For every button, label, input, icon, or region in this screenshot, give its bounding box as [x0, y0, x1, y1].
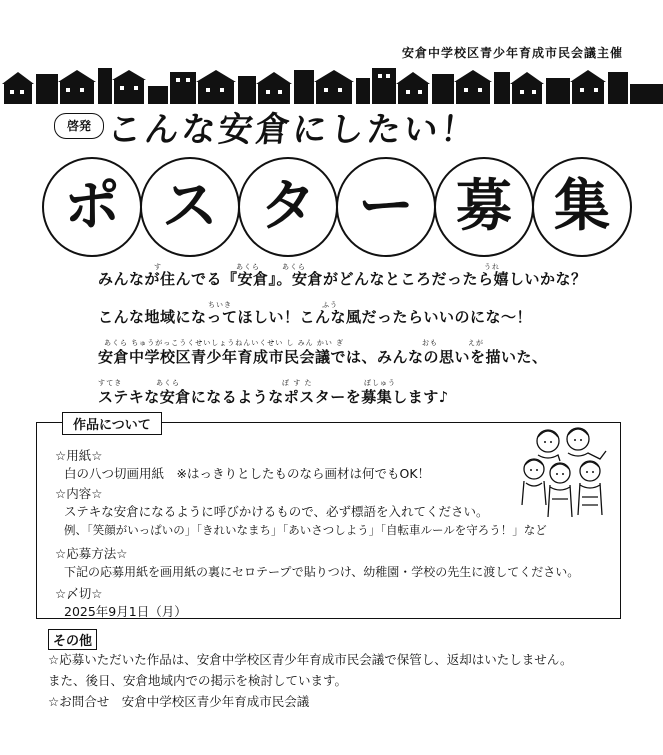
content-example: 例、「笑顔がいっぱいの」「きれいなまち」「あいさつしよう」「自転車ルールを守ろう！」など	[64, 523, 547, 537]
other-line-3: ☆お問合せ 安倉中学校区青少年育成市民会議	[48, 694, 310, 709]
ruby-akura-3: あくら	[156, 379, 180, 387]
ruby-omoi: おも	[422, 339, 438, 347]
poster-title-circles	[40, 155, 640, 255]
intro-line-3: 安倉中学校区青少年育成市民会議では、みんなの思いを描いた、	[98, 348, 548, 366]
intro-line-2: こんな地域になってほしい！こんな風だったらいいのにな～！	[98, 308, 533, 326]
ruby-egaku: えが	[468, 339, 484, 347]
ruby-ureshii: うれ	[484, 263, 500, 271]
deadline-heading: ☆〆切☆	[55, 586, 103, 601]
organizer-text: 安倉中学校区青少年育成市民会議主催	[401, 46, 623, 60]
intro-line-4: ステキな安倉になるようなポスターを募集します♪	[98, 388, 449, 406]
ruby-bosu: ぼ す た	[282, 379, 313, 387]
content-text: ステキな安倉になるように呼びかけるもので、必ず標語を入れてください。	[64, 504, 489, 519]
ruby-boshuu: ぼしゅう	[364, 379, 396, 387]
ruby-akura-2: あくら	[282, 263, 306, 271]
ruby-sumu: す	[154, 263, 162, 271]
title-circle-4: ー	[336, 157, 436, 257]
promotion-badge: 啓発	[54, 113, 104, 139]
ruby-fuu: ふう	[322, 301, 338, 309]
children-illustration	[520, 425, 612, 525]
title-circle-2: ス	[140, 157, 240, 257]
other-label: その他	[48, 629, 97, 650]
ruby-suteki: すてき	[98, 379, 123, 387]
headline: こんな安倉にしたい！	[105, 110, 480, 150]
deadline-date: 2025年9月1日（月）	[64, 604, 187, 619]
works-info-title: 作品について	[62, 412, 162, 435]
title-circle-5: 募	[434, 157, 534, 257]
title-circle-3: タ	[238, 157, 338, 257]
title-circle-6: 集	[532, 157, 632, 257]
method-heading: ☆応募方法☆	[55, 546, 128, 561]
ruby-kaigi: あくら ちゅうがっこうくせいしょうねんいくせい し みん かい ぎ	[104, 339, 345, 347]
ruby-akura-1: あくら	[236, 263, 260, 271]
method-text: 下記の応募用紙を画用紙の裏にセロテープで貼りつけ、幼稚園・学校の先生に渡してください。	[64, 565, 580, 579]
title-circle-1: ポ	[42, 157, 142, 257]
other-line-2: また、後日、安倉地域内での掲示を検討しています。	[48, 673, 348, 688]
other-line-1: ☆応募いただいた作品は、安倉中学校区青少年育成市民会議で保管し、返却はいたしません。	[48, 652, 573, 667]
ruby-chiiki: ちいき	[208, 301, 232, 309]
skyline-illustration	[0, 64, 663, 104]
paper-heading: ☆用紙☆	[55, 448, 103, 463]
paper-text: 白の八つ切画用紙 ※はっきりとしたものなら画材は何でもOK！	[64, 466, 431, 481]
intro-line-1: みんなが住んでる『安倉』。安倉がどんなところだったら嬉しいかな？	[98, 270, 587, 288]
content-heading: ☆内容☆	[55, 486, 103, 501]
